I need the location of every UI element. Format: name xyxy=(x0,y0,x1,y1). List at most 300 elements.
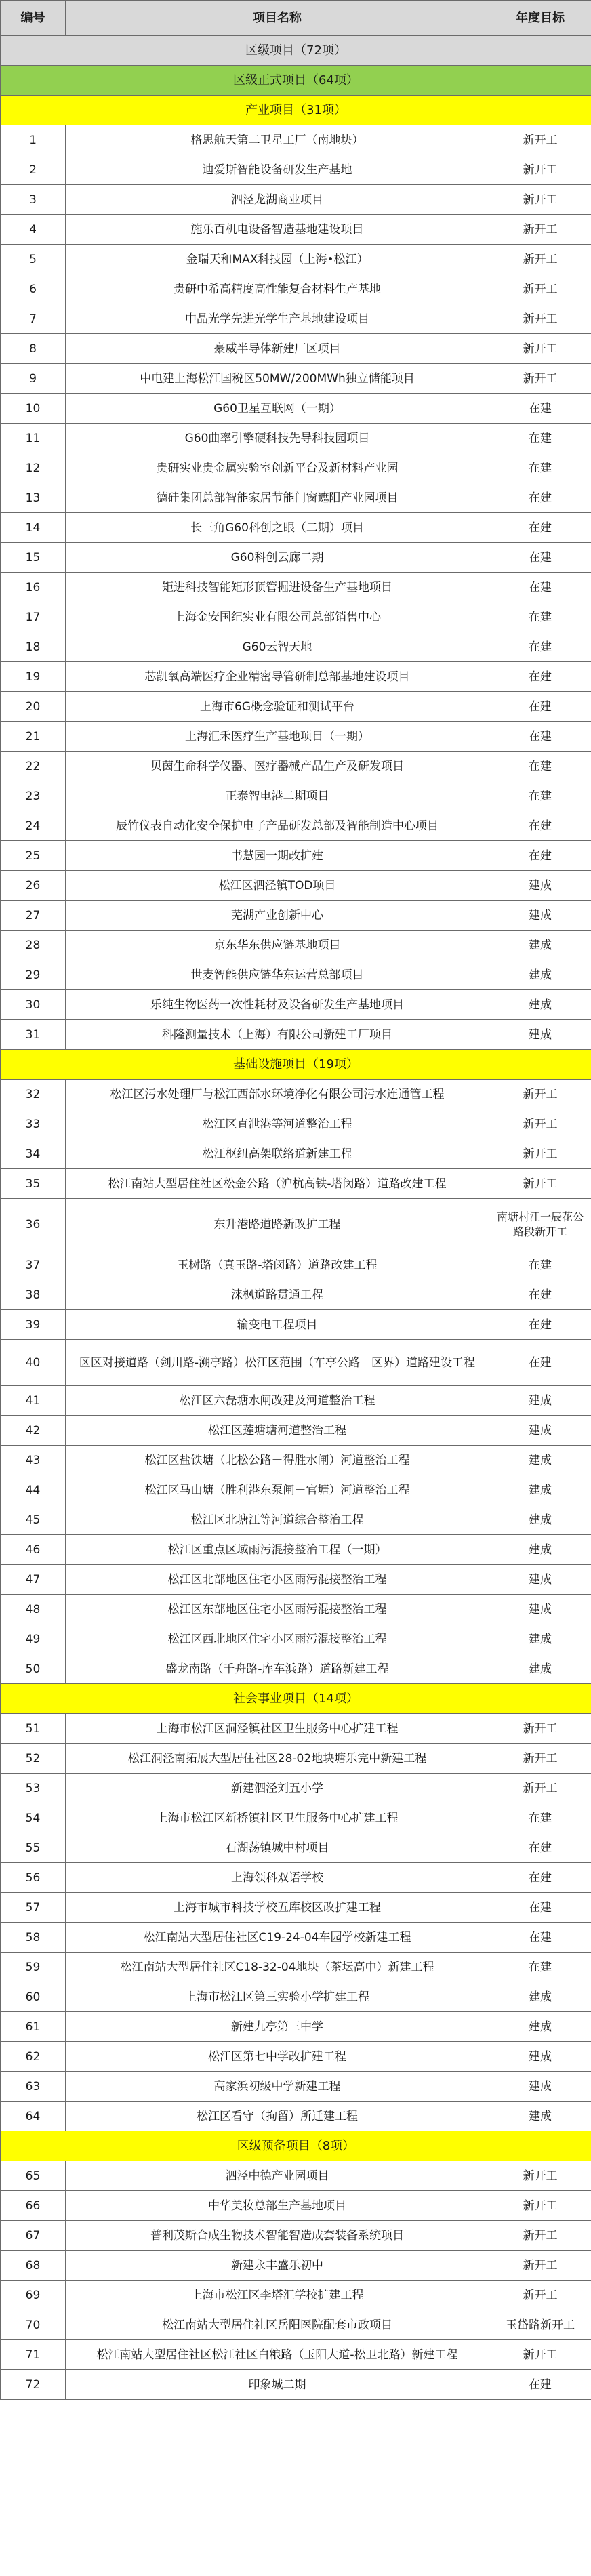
annual-goal: 新开工 xyxy=(489,125,591,155)
table-row xyxy=(1,1923,591,1953)
table-row xyxy=(1,1714,591,1744)
project-number: 71 xyxy=(1,2340,66,2370)
project-name: 上海市城市科技学校五库校区改扩建工程 xyxy=(66,1893,489,1923)
table-row xyxy=(1,2340,591,2370)
table-row xyxy=(1,1565,591,1595)
project-number: 24 xyxy=(1,811,66,841)
category-row-industry xyxy=(1,96,591,125)
table-row xyxy=(1,1953,591,1982)
annual-goal: 在建 xyxy=(489,722,591,752)
annual-goal: 在建 xyxy=(489,1250,591,1280)
table-row xyxy=(1,931,591,960)
project-name: 贵研实业贵金属实验室创新平台及新材料产业园 xyxy=(66,453,489,483)
project-number: 42 xyxy=(1,1416,66,1446)
annual-goal: 新开工 xyxy=(489,364,591,394)
table-row xyxy=(1,2072,591,2102)
project-name: 新建九亭第三中学 xyxy=(66,2012,489,2042)
project-number: 10 xyxy=(1,394,66,424)
table-row xyxy=(1,1280,591,1310)
project-number: 35 xyxy=(1,1169,66,1199)
table-row xyxy=(1,483,591,513)
annual-goal: 建成 xyxy=(489,2042,591,2072)
project-number: 13 xyxy=(1,483,66,513)
table-row xyxy=(1,185,591,215)
table-row xyxy=(1,1109,591,1139)
table-row xyxy=(1,1595,591,1624)
project-name: 松江南站大型居住社区松金公路（沪杭高铁-塔闵路）道路改建工程 xyxy=(66,1169,489,1199)
project-number: 68 xyxy=(1,2251,66,2281)
annual-goal: 在建 xyxy=(489,752,591,781)
project-name: 区区对接道路（剑川路-溯亭路）松江区范围（车亭公路－区界）道路建设工程 xyxy=(66,1340,489,1386)
project-name: 新建泗泾刘五小学 xyxy=(66,1774,489,1803)
table-row xyxy=(1,811,591,841)
project-name: 松江南站大型居住社区C19-24-04车园学校新建工程 xyxy=(66,1923,489,1953)
project-number: 28 xyxy=(1,931,66,960)
table-row xyxy=(1,2281,591,2310)
category-row-reserve xyxy=(1,2131,591,2161)
project-name: 科隆测量技术（上海）有限公司新建工厂项目 xyxy=(66,1020,489,1050)
section-row xyxy=(1,36,591,66)
project-number: 40 xyxy=(1,1340,66,1386)
project-number: 20 xyxy=(1,692,66,722)
table-row xyxy=(1,1982,591,2012)
project-number: 37 xyxy=(1,1250,66,1280)
project-number: 47 xyxy=(1,1565,66,1595)
annual-goal: 在建 xyxy=(489,2370,591,2400)
annual-goal: 建成 xyxy=(489,1535,591,1565)
table-row xyxy=(1,2221,591,2251)
annual-goal: 在建 xyxy=(489,513,591,543)
project-name: 上海市松江区李塔汇学校扩建工程 xyxy=(66,2281,489,2310)
project-name: 松江区第七中学改扩建工程 xyxy=(66,2042,489,2072)
project-name: 松江区污水处理厂与松江西部水环境净化有限公司污水连通管工程 xyxy=(66,1080,489,1109)
project-name: 石湖荡镇城中村项目 xyxy=(66,1833,489,1863)
table-row xyxy=(1,543,591,573)
table-row xyxy=(1,781,591,811)
table-row xyxy=(1,901,591,931)
table-row xyxy=(1,1169,591,1199)
annual-goal: 在建 xyxy=(489,1280,591,1310)
project-number: 2 xyxy=(1,155,66,185)
annual-goal: 在建 xyxy=(489,394,591,424)
project-name: 松江枢纽高架联络道新建工程 xyxy=(66,1139,489,1169)
project-number: 8 xyxy=(1,334,66,364)
table-body xyxy=(1,36,591,2400)
table-row xyxy=(1,1020,591,1050)
table-header xyxy=(1,1,591,36)
project-number: 65 xyxy=(1,2161,66,2191)
table-row xyxy=(1,1863,591,1893)
table-row xyxy=(1,752,591,781)
table-row xyxy=(1,960,591,990)
table-row xyxy=(1,1505,591,1535)
project-name: 泗泾中德产业园项目 xyxy=(66,2161,489,2191)
table-row xyxy=(1,2102,591,2131)
annual-goal: 新开工 xyxy=(489,2161,591,2191)
project-name: 京东华东供应链基地项目 xyxy=(66,931,489,960)
project-name: 乐纯生物医药一次性耗材及设备研发生产基地项目 xyxy=(66,990,489,1020)
project-number: 53 xyxy=(1,1774,66,1803)
project-name: 松江区马山塘（胜利港东泵闸－官塘）河道整治工程 xyxy=(66,1475,489,1505)
project-name: 印象城二期 xyxy=(66,2370,489,2400)
project-number: 69 xyxy=(1,2281,66,2310)
table-row xyxy=(1,692,591,722)
project-number: 15 xyxy=(1,543,66,573)
annual-goal: 新开工 xyxy=(489,1109,591,1139)
annual-goal: 建成 xyxy=(489,2072,591,2102)
project-name: 松江洞泾南拓展大型居住社区28-02地块塘乐完中新建工程 xyxy=(66,1744,489,1774)
table-row xyxy=(1,1624,591,1654)
project-name: 世麦智能供应链华东运营总部项目 xyxy=(66,960,489,990)
project-name: 松江区东部地区住宅小区雨污混接整治工程 xyxy=(66,1595,489,1624)
category-row-infra xyxy=(1,1050,591,1080)
project-number: 64 xyxy=(1,2102,66,2131)
annual-goal: 在建 xyxy=(489,602,591,632)
project-name: 芜湖产业创新中心 xyxy=(66,901,489,931)
project-number: 60 xyxy=(1,1982,66,2012)
project-number: 5 xyxy=(1,245,66,274)
annual-goal: 建成 xyxy=(489,1595,591,1624)
project-name: 东升港路道路新改扩工程 xyxy=(66,1199,489,1250)
project-number: 30 xyxy=(1,990,66,1020)
project-number: 51 xyxy=(1,1714,66,1744)
project-number: 31 xyxy=(1,1020,66,1050)
table-row xyxy=(1,1803,591,1833)
project-name: 辰竹仪表自动化安全保护电子产品研发总部及智能制造中心项目 xyxy=(66,811,489,841)
project-name: 高家浜初级中学新建工程 xyxy=(66,2072,489,2102)
table-row xyxy=(1,155,591,185)
project-name: 涞枫道路贯通工程 xyxy=(66,1280,489,1310)
annual-goal: 玉岱路新开工 xyxy=(489,2310,591,2340)
table-row xyxy=(1,722,591,752)
project-name: 松江区莲塘塘河道整治工程 xyxy=(66,1416,489,1446)
project-number: 34 xyxy=(1,1139,66,1169)
project-number: 25 xyxy=(1,841,66,871)
category-title: 产业项目（31项） xyxy=(1,96,591,125)
header-goal: 年度目标 xyxy=(489,1,591,36)
project-name: 贝茵生命科学仪器、医疗器械产品生产及研发项目 xyxy=(66,752,489,781)
project-number: 12 xyxy=(1,453,66,483)
annual-goal: 新开工 xyxy=(489,2191,591,2221)
project-number: 62 xyxy=(1,2042,66,2072)
annual-goal: 在建 xyxy=(489,662,591,692)
table-row xyxy=(1,2310,591,2340)
project-name: 中电建上海松江国税区50MW/200MWh独立储能项目 xyxy=(66,364,489,394)
annual-goal: 建成 xyxy=(489,2012,591,2042)
annual-goal: 建成 xyxy=(489,931,591,960)
table-row xyxy=(1,2370,591,2400)
project-number: 6 xyxy=(1,274,66,304)
annual-goal: 新开工 xyxy=(489,1714,591,1744)
project-number: 66 xyxy=(1,2191,66,2221)
annual-goal: 在建 xyxy=(489,781,591,811)
project-number: 27 xyxy=(1,901,66,931)
annual-goal: 在建 xyxy=(489,424,591,453)
project-number: 21 xyxy=(1,722,66,752)
table-row xyxy=(1,2012,591,2042)
project-name: 正泰智电港二期项目 xyxy=(66,781,489,811)
table-row xyxy=(1,364,591,394)
annual-goal: 新开工 xyxy=(489,274,591,304)
project-number: 3 xyxy=(1,185,66,215)
annual-goal: 在建 xyxy=(489,692,591,722)
category-title: 区级预备项目（8项） xyxy=(1,2131,591,2161)
project-number: 58 xyxy=(1,1923,66,1953)
table-row xyxy=(1,2191,591,2221)
annual-goal: 在建 xyxy=(489,1893,591,1923)
annual-goal: 在建 xyxy=(489,543,591,573)
table-row xyxy=(1,394,591,424)
annual-goal: 在建 xyxy=(489,1803,591,1833)
project-name: 豪威半导体新建厂区项目 xyxy=(66,334,489,364)
project-number: 38 xyxy=(1,1280,66,1310)
project-name: 矩进科技智能矩形顶管掘进设备生产基地项目 xyxy=(66,573,489,602)
project-number: 48 xyxy=(1,1595,66,1624)
header-name: 项目名称 xyxy=(66,1,489,36)
project-number: 7 xyxy=(1,304,66,334)
project-number: 70 xyxy=(1,2310,66,2340)
annual-goal: 建成 xyxy=(489,1020,591,1050)
annual-goal: 新开工 xyxy=(489,185,591,215)
table-row xyxy=(1,1310,591,1340)
subsection-title: 区级正式项目（64项） xyxy=(1,66,591,96)
table-row xyxy=(1,1833,591,1863)
table-row xyxy=(1,1416,591,1446)
table-row xyxy=(1,125,591,155)
project-number: 19 xyxy=(1,662,66,692)
category-title: 基础设施项目（19项） xyxy=(1,1050,591,1080)
table-row xyxy=(1,245,591,274)
project-name: 松江区看守（拘留）所迁建工程 xyxy=(66,2102,489,2131)
table-row xyxy=(1,1535,591,1565)
project-name: 中华美妆总部生产基地项目 xyxy=(66,2191,489,2221)
annual-goal: 新开工 xyxy=(489,304,591,334)
annual-goal: 新开工 xyxy=(489,1139,591,1169)
project-number: 63 xyxy=(1,2072,66,2102)
annual-goal: 新开工 xyxy=(489,1744,591,1774)
project-name: 中晶光学先进光学生产基地建设项目 xyxy=(66,304,489,334)
project-number: 45 xyxy=(1,1505,66,1535)
annual-goal: 新开工 xyxy=(489,215,591,245)
project-number: 17 xyxy=(1,602,66,632)
annual-goal: 在建 xyxy=(489,483,591,513)
annual-goal: 建成 xyxy=(489,990,591,1020)
project-number: 4 xyxy=(1,215,66,245)
annual-goal: 在建 xyxy=(489,632,591,662)
table-row xyxy=(1,1139,591,1169)
project-name: 上海市松江区第三实验小学扩建工程 xyxy=(66,1982,489,2012)
project-number: 16 xyxy=(1,573,66,602)
project-name: 金瑞天和MAX科技园（上海•松江） xyxy=(66,245,489,274)
project-number: 54 xyxy=(1,1803,66,1833)
table-row xyxy=(1,602,591,632)
project-number: 55 xyxy=(1,1833,66,1863)
annual-goal: 建成 xyxy=(489,901,591,931)
project-name: 上海领科双语学校 xyxy=(66,1863,489,1893)
project-number: 23 xyxy=(1,781,66,811)
project-name: 普利茂斯合成生物技术智能智造成套装备系统项目 xyxy=(66,2221,489,2251)
project-name: 书慧园一期改扩建 xyxy=(66,841,489,871)
project-name: 松江南站大型居住社区C18-32-04地块（茶坛高中）新建工程 xyxy=(66,1953,489,1982)
table-row xyxy=(1,1446,591,1475)
annual-goal: 在建 xyxy=(489,573,591,602)
table-row xyxy=(1,215,591,245)
project-number: 56 xyxy=(1,1863,66,1893)
project-name: 输变电工程项目 xyxy=(66,1310,489,1340)
project-name: 格思航天第二卫星工厂（南地块） xyxy=(66,125,489,155)
project-number: 57 xyxy=(1,1893,66,1923)
project-name: G60卫星互联网（一期） xyxy=(66,394,489,424)
project-number: 33 xyxy=(1,1109,66,1139)
project-number: 46 xyxy=(1,1535,66,1565)
annual-goal: 建成 xyxy=(489,1416,591,1446)
project-number: 52 xyxy=(1,1744,66,1774)
table-row xyxy=(1,2161,591,2191)
project-number: 32 xyxy=(1,1080,66,1109)
table-row xyxy=(1,1340,591,1386)
project-number: 11 xyxy=(1,424,66,453)
project-number: 61 xyxy=(1,2012,66,2042)
table-row xyxy=(1,871,591,901)
project-number: 67 xyxy=(1,2221,66,2251)
project-name: 松江南站大型居住社区岳阳医院配套市政项目 xyxy=(66,2310,489,2340)
category-row-social xyxy=(1,1684,591,1714)
annual-goal: 建成 xyxy=(489,1654,591,1684)
annual-goal: 在建 xyxy=(489,453,591,483)
annual-goal: 新开工 xyxy=(489,2281,591,2310)
annual-goal: 在建 xyxy=(489,1923,591,1953)
annual-goal: 在建 xyxy=(489,841,591,871)
project-name: 上海金安国纪实业有限公司总部销售中心 xyxy=(66,602,489,632)
project-number: 1 xyxy=(1,125,66,155)
project-name: 施乐百机电设备智造基地建设项目 xyxy=(66,215,489,245)
table-row xyxy=(1,274,591,304)
table-row xyxy=(1,304,591,334)
project-number: 29 xyxy=(1,960,66,990)
table-row xyxy=(1,2042,591,2072)
project-number: 22 xyxy=(1,752,66,781)
project-number: 41 xyxy=(1,1386,66,1416)
annual-goal: 建成 xyxy=(489,1565,591,1595)
project-number: 44 xyxy=(1,1475,66,1505)
annual-goal: 新开工 xyxy=(489,2221,591,2251)
table-row xyxy=(1,1386,591,1416)
table-row xyxy=(1,453,591,483)
table-row xyxy=(1,1893,591,1923)
project-name: 盛龙南路（千舟路-库车浜路）道路新建工程 xyxy=(66,1654,489,1684)
project-name: 迪爱斯智能设备研发生产基地 xyxy=(66,155,489,185)
project-name: 泗泾龙湖商业项目 xyxy=(66,185,489,215)
table-row xyxy=(1,1080,591,1109)
project-name: G60曲率引擎硬科技先导科技园项目 xyxy=(66,424,489,453)
project-name: 松江区直泄港等河道整治工程 xyxy=(66,1109,489,1139)
project-name: 上海市松江区洞泾镇社区卫生服务中心扩建工程 xyxy=(66,1714,489,1744)
table-row xyxy=(1,1199,591,1250)
project-name: 松江区北部地区住宅小区雨污混接整治工程 xyxy=(66,1565,489,1595)
annual-goal: 南塘村江一辰花公路段新开工 xyxy=(489,1199,591,1250)
table-row xyxy=(1,662,591,692)
project-name: 长三角G60科创之眼（二期）项目 xyxy=(66,513,489,543)
project-name: 松江区北塘江等河道综合整治工程 xyxy=(66,1505,489,1535)
table-row xyxy=(1,1654,591,1684)
project-name: 松江区西北地区住宅小区雨污混接整治工程 xyxy=(66,1624,489,1654)
project-number: 72 xyxy=(1,2370,66,2400)
table-row xyxy=(1,1774,591,1803)
project-number: 36 xyxy=(1,1199,66,1250)
project-number: 9 xyxy=(1,364,66,394)
project-name: 玉树路（真玉路-塔闵路）道路改建工程 xyxy=(66,1250,489,1280)
annual-goal: 在建 xyxy=(489,1863,591,1893)
annual-goal: 在建 xyxy=(489,1833,591,1863)
table-row xyxy=(1,573,591,602)
section-title: 区级项目（72项） xyxy=(1,36,591,66)
project-name: G60云智天地 xyxy=(66,632,489,662)
category-title: 社会事业项目（14项） xyxy=(1,1684,591,1714)
project-name: 上海市松江区新桥镇社区卫生服务中心扩建工程 xyxy=(66,1803,489,1833)
project-name: 松江区六磊塘水闸改建及河道整治工程 xyxy=(66,1386,489,1416)
annual-goal: 在建 xyxy=(489,811,591,841)
table-row xyxy=(1,990,591,1020)
project-name: 贵研中希高精度高性能复合材料生产基地 xyxy=(66,274,489,304)
project-number: 49 xyxy=(1,1624,66,1654)
annual-goal: 建成 xyxy=(489,1386,591,1416)
project-name: 松江区盐铁塘（北松公路－得胜水闸）河道整治工程 xyxy=(66,1446,489,1475)
annual-goal: 在建 xyxy=(489,1953,591,1982)
annual-goal: 新开工 xyxy=(489,2340,591,2370)
project-name: 德硅集团总部智能家居节能门窗遮阳产业园项目 xyxy=(66,483,489,513)
project-number: 14 xyxy=(1,513,66,543)
project-number: 18 xyxy=(1,632,66,662)
table-row xyxy=(1,632,591,662)
project-number: 59 xyxy=(1,1953,66,1982)
project-name: G60科创云廊二期 xyxy=(66,543,489,573)
table-row xyxy=(1,1475,591,1505)
table-row xyxy=(1,1250,591,1280)
annual-goal: 建成 xyxy=(489,1446,591,1475)
annual-goal: 建成 xyxy=(489,1624,591,1654)
annual-goal: 新开工 xyxy=(489,245,591,274)
table-row xyxy=(1,334,591,364)
annual-goal: 建成 xyxy=(489,1475,591,1505)
annual-goal: 新开工 xyxy=(489,155,591,185)
annual-goal: 建成 xyxy=(489,1982,591,2012)
project-name: 新建永丰盛乐初中 xyxy=(66,2251,489,2281)
annual-goal: 在建 xyxy=(489,1310,591,1340)
project-number: 43 xyxy=(1,1446,66,1475)
annual-goal: 建成 xyxy=(489,960,591,990)
project-name: 松江区重点区域雨污混接整治工程（一期） xyxy=(66,1535,489,1565)
annual-goal: 新开工 xyxy=(489,1080,591,1109)
project-name: 芯凯氧高端医疗企业精密导管研制总部基地建设项目 xyxy=(66,662,489,692)
annual-goal: 建成 xyxy=(489,1505,591,1535)
annual-goal: 新开工 xyxy=(489,1169,591,1199)
table-row xyxy=(1,841,591,871)
table-row xyxy=(1,424,591,453)
project-number: 26 xyxy=(1,871,66,901)
annual-goal: 新开工 xyxy=(489,2251,591,2281)
project-name: 上海汇禾医疗生产基地项目（一期） xyxy=(66,722,489,752)
project-name: 上海市6G概念验证和测试平台 xyxy=(66,692,489,722)
annual-goal: 新开工 xyxy=(489,1774,591,1803)
annual-goal: 建成 xyxy=(489,2102,591,2131)
annual-goal: 建成 xyxy=(489,871,591,901)
project-name: 松江区泗泾镇TOD项目 xyxy=(66,871,489,901)
annual-goal: 新开工 xyxy=(489,334,591,364)
annual-goal: 在建 xyxy=(489,1340,591,1386)
table-row xyxy=(1,2251,591,2281)
table-row xyxy=(1,513,591,543)
project-number: 50 xyxy=(1,1654,66,1684)
